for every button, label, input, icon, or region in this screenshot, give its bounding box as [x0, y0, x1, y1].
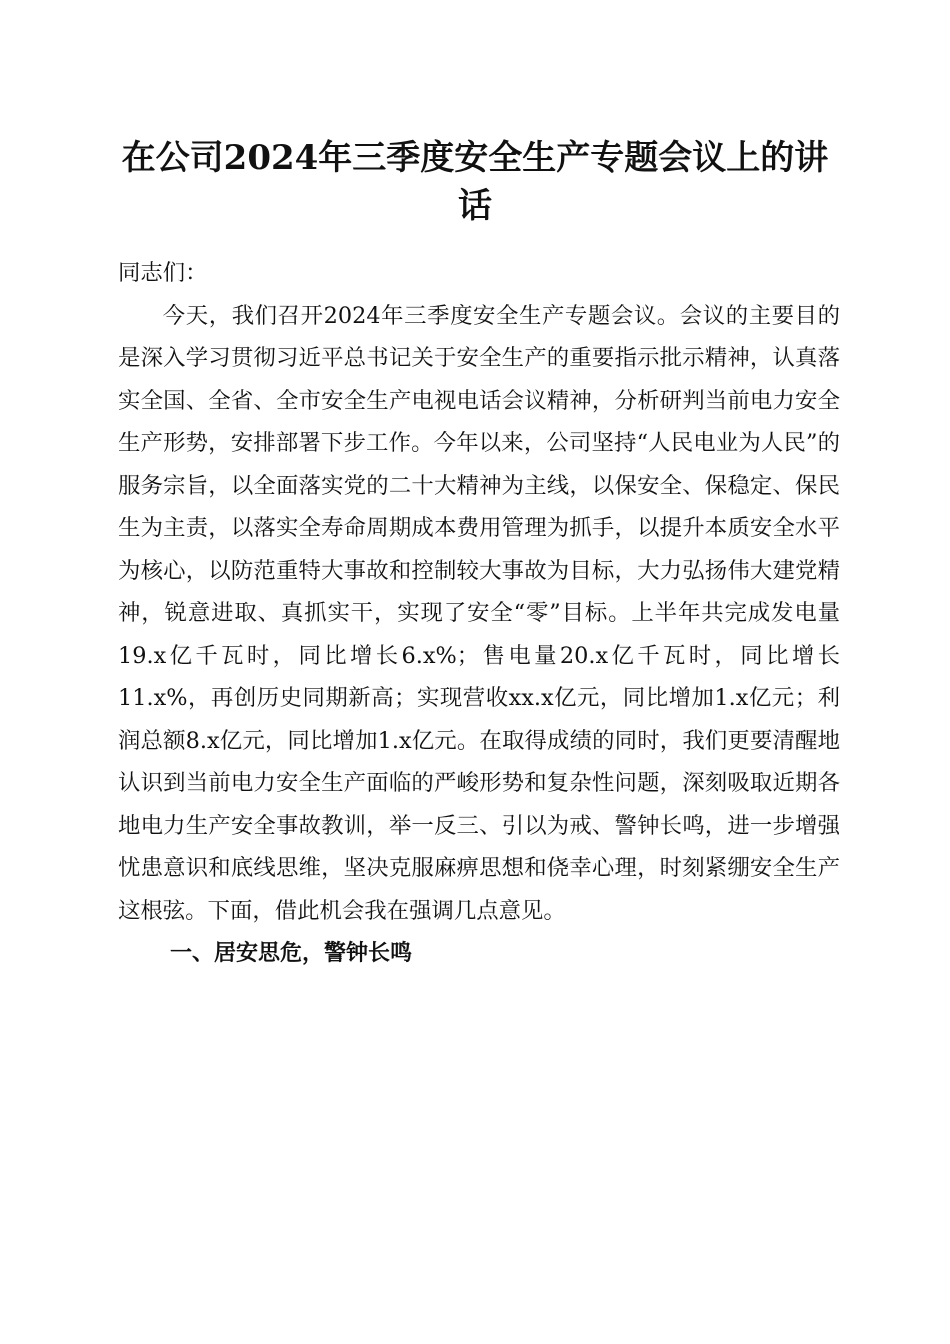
paragraph-1: 今天，我们召开2024年三季度安全生产专题会议。会议的主要目的是深入学习贯彻习近平总书记关于安全生产的重要指示批示精神，认真落实全国、全省、全市安全生产电视电话会议精神，分析研判当前电力安全生产形势，安排部署下步工作。今年以来，公司坚持“人民电业为人民”的服务宗旨，以全面落实党的二十大精神为主线，以保安全、保稳定、保民生为主责，以落实全寿命周期成本费用管理为抓手，以提升本质安全水平为核心，以防范重特大事故和控制较大事故为目标，大力弘扬伟大建党精神，锐意进取、真抓实干，实现了安全“零”目标。上半年共完成发电量19.x亿千瓦时，同比增长6.x%；售电量20.x亿千瓦时，同比增长11.x%，再创历史同期新高；实现营收xx.x亿元，同比增加1.x亿元；利润总额8.x亿元，同比增加1.x亿元。在取得成绩的同时，我们更要清醒地认识到当前电力安全生产面临的严峻形势和复杂性问题，深刻吸取近期各地电力生产安全事故教训，举一反三、引以为戒、警钟长鸣，进一步增强忧患意识和底线思维，坚决克服麻痹思想和侥幸心理，时刻紧绷安全生产这根弦。下面，借此机会我在强调几点意见。 [118, 302, 840, 924]
section-heading-1: 一、居安思危，警钟长鸣 [170, 941, 413, 966]
document-title: 在公司2024年三季度安全生产专题会议上的讲话 [121, 138, 829, 226]
document-body [118, 252, 840, 976]
salutation: 同志们： [118, 260, 208, 286]
